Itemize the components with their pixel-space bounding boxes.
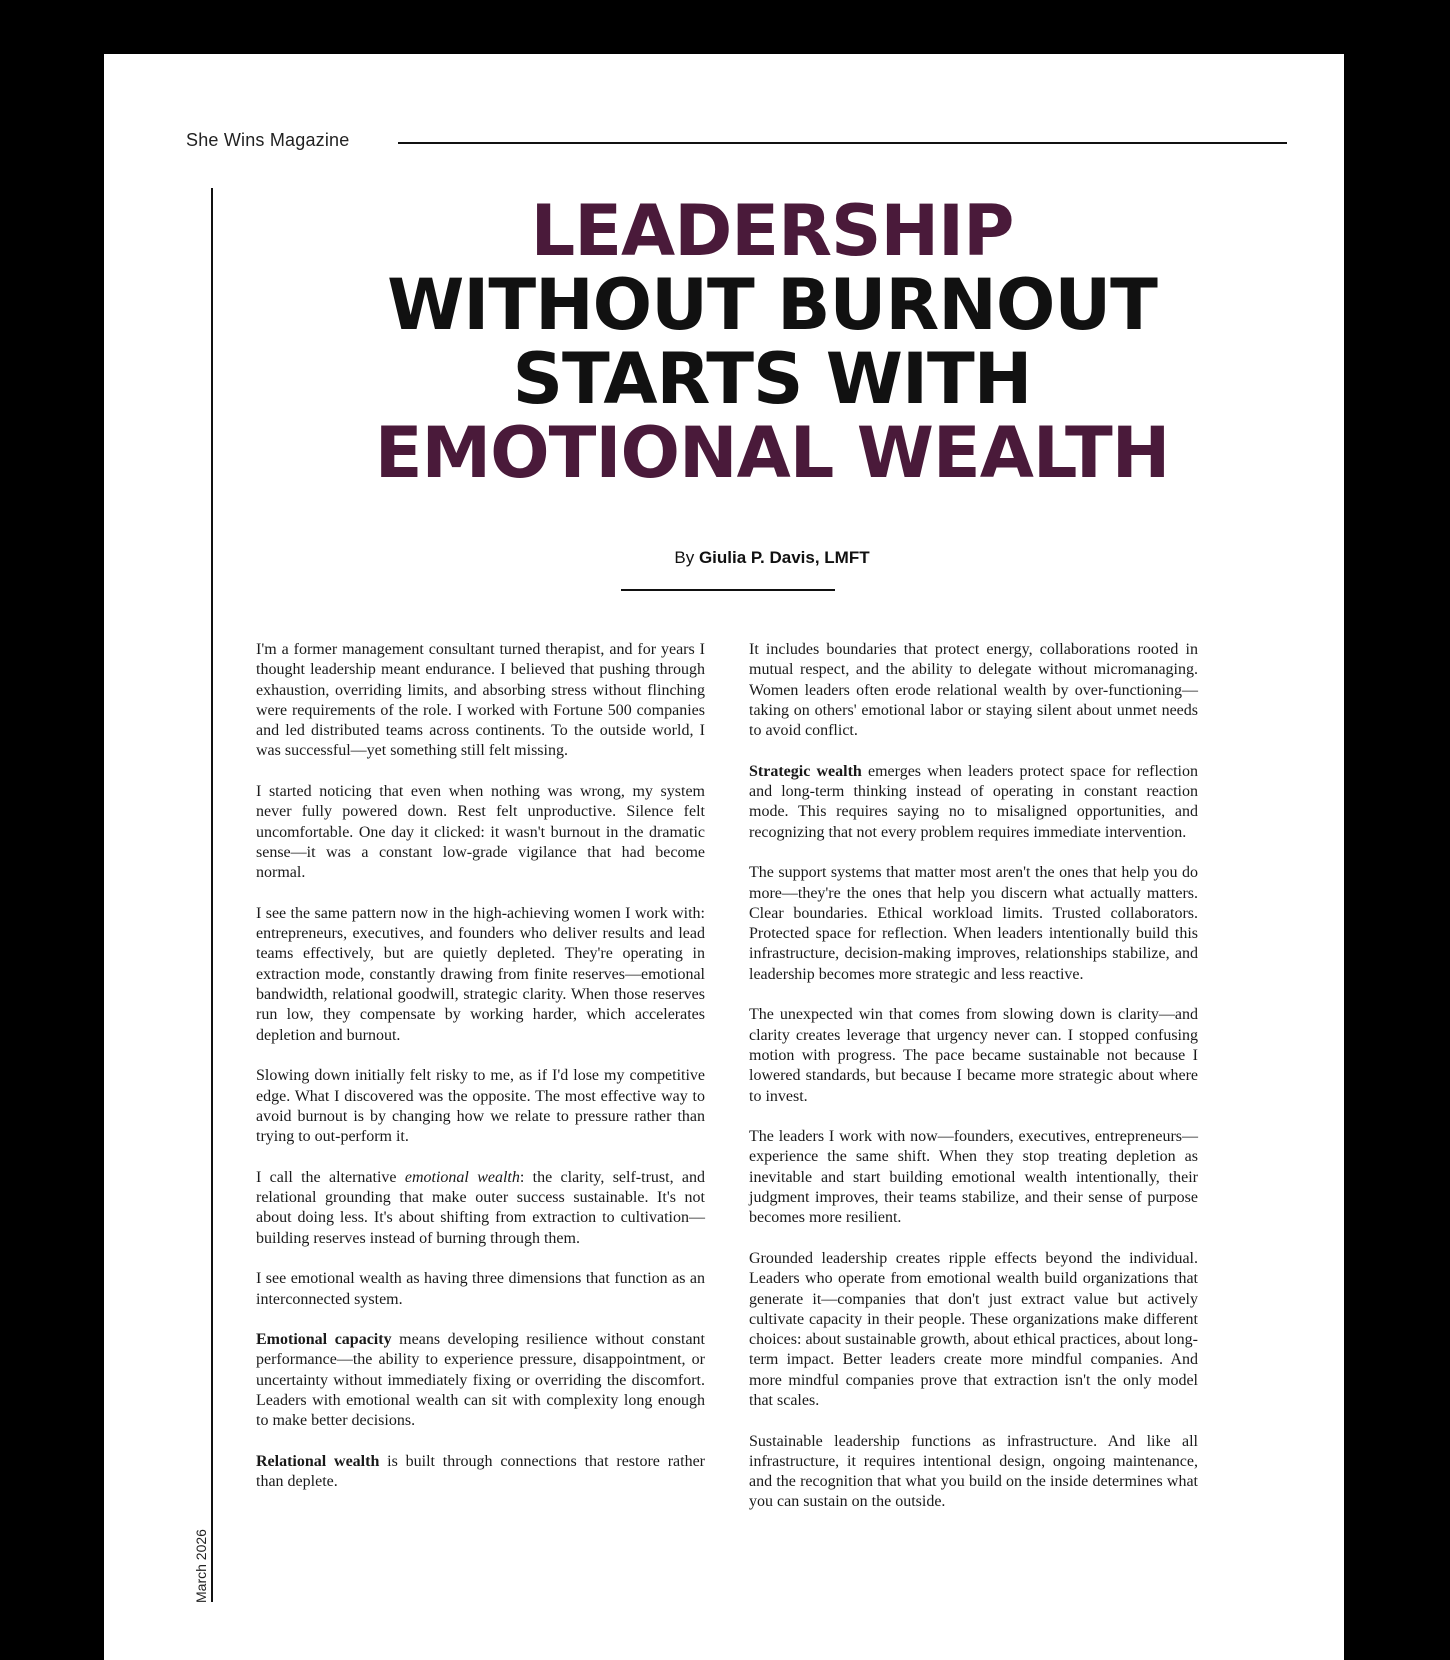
paragraph: I see emotional wealth as having three dimensions that function as an interconnected system. xyxy=(256,1270,705,1308)
byline-author: Giulia P. Davis, LMFT xyxy=(698,548,870,567)
left-column xyxy=(256,640,705,1492)
paragraph-text: I call the alternative xyxy=(256,1168,405,1186)
paragraph xyxy=(256,1330,705,1431)
byline-divider xyxy=(621,589,835,591)
lead-term: Emotional capacity xyxy=(256,1331,392,1349)
byline xyxy=(224,548,1320,568)
paragraph xyxy=(256,1452,705,1493)
header-divider xyxy=(398,142,1287,144)
paragraph: The leaders I work with now—founders, executives, entrepreneurs—experience the same shift. When they stop treating depletion as inevitable and start building emotional wealth intentionally, their judgment improves, their teams stabilize, and their sense of purpose becomes more resilient. xyxy=(749,1128,1198,1227)
paragraph: I see the same pattern now in the high-achieving women I work with: entrepreneurs, executives, and founders who deliver results and lead teams effectively, but are quietly depleted. They're operating in extraction mode, constantly drawing from finite reserves—emotional bandwidth, relational goodwill, strategic clarity. When those reserves run low, they compensate by working harder, which accelerates depletion and burnout. xyxy=(256,904,705,1044)
byline-prefix: By xyxy=(674,548,695,567)
paragraph: I'm a former management consultant turned therapist, and for years I thought leadership meant endurance. I believed that pushing through exhaustion, overriding limits, and absorbing stress without flinching were requirements of the role. I worked with Fortune 500 companies and led distributed teams across continents. To the outside world, I was successful—yet something still felt missing. xyxy=(256,641,705,760)
emphasis-text: emotional wealth xyxy=(404,1168,520,1186)
paragraph xyxy=(256,1168,705,1249)
paragraph: Grounded leadership creates ripple effects beyond the individual. Leaders who operate from emotional wealth build organizations that generate it—companies that don't just extract value but actively cultivate capacity in their people. These organizations make different choices: about sustainable growth, about ethical practices, about long-term impact. Better leaders create more mindful companies. And more mindful companies prove that extraction isn't the only model that scales. xyxy=(749,1249,1198,1409)
headline-line-2: WITHOUT BURNOUT xyxy=(387,264,1157,346)
lead-term: Strategic wealth xyxy=(749,762,862,780)
right-column xyxy=(749,640,1198,1513)
side-divider xyxy=(211,188,213,1602)
paragraph: The unexpected win that comes from slowing down is clarity—and clarity creates leverage that urgency never can. I stopped confusing motion with progress. The pace became sustainable not because I lowered standards, but because I became more strategic about where to invest. xyxy=(749,1006,1198,1105)
paragraph-text: means developing resilience without constant performance—the ability to experience pressure, disappointment, or uncertainty without immediately fixing or overriding the discomfort. Leaders with emotional wealth can sit with complexity long enough to make better decisions. xyxy=(256,1331,705,1430)
paragraph-text: emerges when leaders protect space for reflection and long-term thinking instead of operating in constant reaction mode. This requires saying no to misaligned opportunities, and recognizing that not every problem requires immediate intervention. xyxy=(749,762,1198,841)
paragraph-text: is built through connections that restore rather than deplete. xyxy=(256,1452,706,1491)
paragraph: Slowing down initially felt risky to me, as if I'd lose my competitive edge. What I discovered was the opposite. The most effective way to avoid burnout is by changing how we relate to pressure rather than trying to out-perform it. xyxy=(256,1067,705,1146)
article-headline xyxy=(224,190,1320,494)
paragraph-text: : the clarity, self-trust, and relational grounding that make outer success sustainable. It's not about doing less. It's about shifting from extraction to cultivation—building reserves instead of burning through them. xyxy=(256,1168,706,1247)
paragraph: It includes boundaries that protect energy, collaborations rooted in mutual respect, and the ability to delegate without micromanaging. Women leaders often erode relational wealth by over-functioning—taking on others' emotional labor or staying silent about unmet needs to avoid conflict. xyxy=(749,641,1198,740)
magazine-page xyxy=(104,54,1344,1660)
paragraph: I started noticing that even when nothing was wrong, my system never fully powered down. Rest felt unproductive. Silence felt uncomfortable. One day it clicked: it wasn't burnout in the dramatic sense—it was a constant low-grade vigilance that had become normal. xyxy=(256,783,705,882)
issue-date: March 2026 xyxy=(193,1529,209,1603)
magazine-name: She Wins Magazine xyxy=(186,130,350,150)
headline-line-3: STARTS WITH xyxy=(512,338,1032,420)
headline-line-4: EMOTIONAL WEALTH xyxy=(374,412,1170,494)
paragraph xyxy=(749,762,1198,843)
lead-term: Relational wealth xyxy=(256,1452,380,1470)
paragraph: Sustainable leadership functions as infrastructure. And like all infrastructure, it requires intentional design, ongoing maintenance, and the recognition that what you build on the inside determines what you can sustain on the outside. xyxy=(749,1432,1198,1511)
paragraph: The support systems that matter most aren't the ones that help you do more—they're the ones that help you discern what actually matters. Clear boundaries. Ethical workload limits. Trusted collaborators. Protected space for reflection. When leaders intentionally build this infrastructure, decision-making improves, relationships stabilize, and leadership becomes more strategic and less reactive. xyxy=(749,864,1198,983)
headline-line-1: LEADERSHIP xyxy=(530,190,1014,272)
